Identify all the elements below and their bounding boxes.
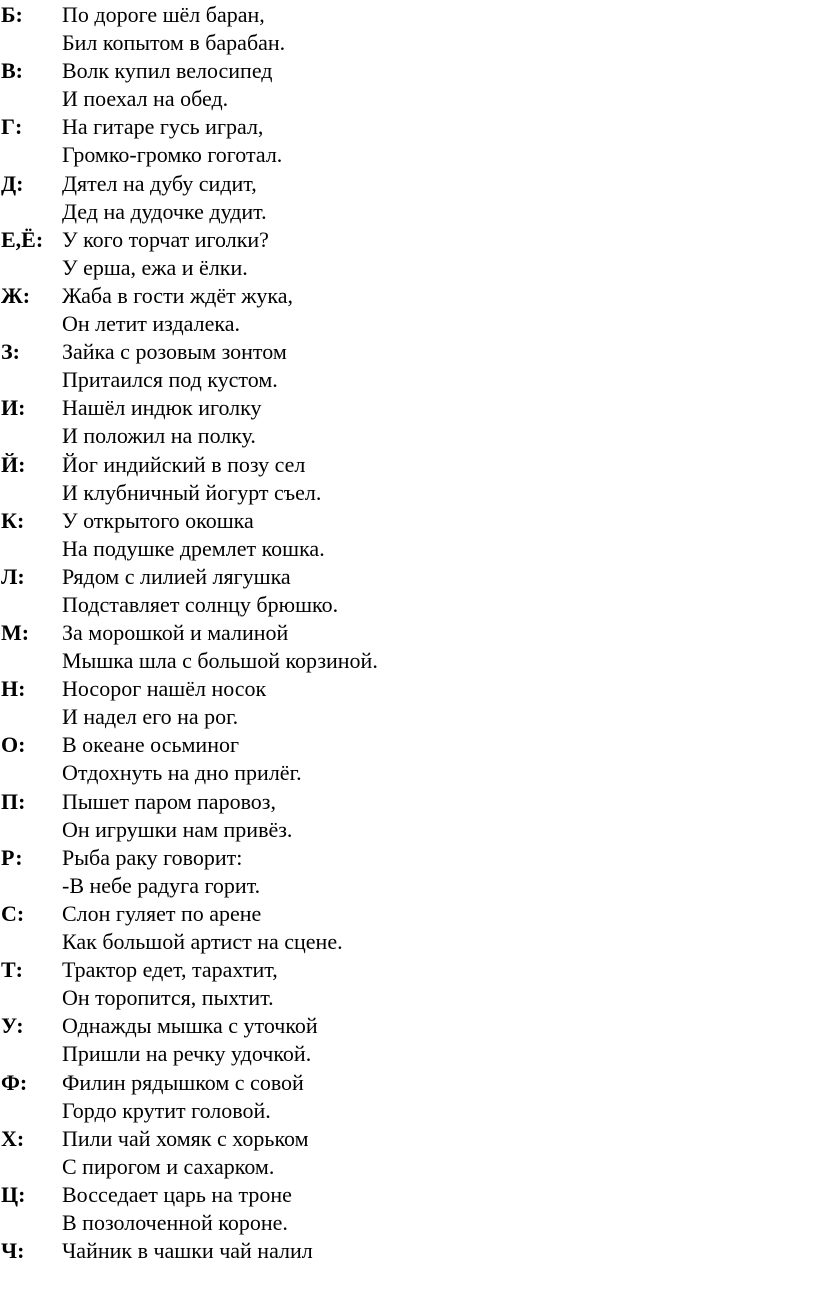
verse-entry	[0, 618, 816, 674]
verse-letter: Ч:	[1, 1238, 25, 1264]
verse-line-1: Пышет паром паровоз,	[62, 788, 276, 814]
verse-letter: Б:	[1, 2, 23, 27]
verse-line-1: Жаба в гости ждёт жука,	[62, 282, 294, 308]
verse-line-1: Нашёл индюк иголку	[62, 395, 262, 421]
verse-line-2: Мышка шла с большой корзиной.	[62, 648, 378, 674]
verse-line-1: Зайка с розовым зонтом	[62, 339, 287, 365]
verse-line-2: Он торопится, пыхтит.	[62, 985, 274, 1011]
verse-entry	[0, 843, 816, 899]
verse-line-2: Пришли на речку удочкой.	[62, 1041, 312, 1067]
verse-line-2: -В небе радуга горит.	[62, 872, 261, 898]
verse-entry	[0, 169, 816, 225]
verse-entry	[0, 450, 816, 506]
verse-letter: М:	[1, 620, 30, 646]
verse-line-2: У ерша, ежа и ёлки.	[62, 254, 248, 280]
verse-letter: У:	[1, 1013, 24, 1039]
verse-line-1: Пили чай хомяк с хорьком	[62, 1125, 309, 1151]
verse-line-2: Громко-громко гоготал.	[62, 142, 283, 168]
verse-line-1: Дятел на дубу сидит,	[62, 170, 257, 196]
verse-line-2: Притаился под кустом.	[62, 367, 278, 393]
verse-line-1: Филин рядышком с совой	[62, 1069, 304, 1095]
verse-line-1: В океане осьминог	[62, 732, 239, 758]
verse-entry	[0, 112, 816, 168]
verse-entry	[0, 337, 816, 393]
verse-letter: Р:	[1, 844, 23, 870]
verse-entry	[0, 1124, 816, 1180]
verse-line-2: Он летит издалека.	[62, 310, 240, 336]
verse-letter: Ж:	[1, 282, 31, 308]
verse-entry	[0, 1180, 816, 1236]
verse-line-1: Трактор едет, тарахтит,	[62, 957, 278, 983]
verse-line-2: Подставляет солнцу брюшко.	[62, 591, 339, 617]
verse-line-1: Носорог нашёл носок	[62, 676, 267, 702]
verse-line-2: Отдохнуть на дно прилёг.	[62, 760, 302, 786]
verse-line-1: Йог индийский в позу сел	[62, 451, 306, 477]
verse-line-2: На подушке дремлет кошка.	[62, 535, 325, 561]
verse-letter: З:	[1, 339, 20, 365]
verse-letter: О:	[1, 732, 26, 758]
verse-entry	[0, 1011, 816, 1067]
verse-letter: Ф:	[1, 1069, 28, 1095]
verse-line-1: Чайник в чашки чай налил	[62, 1238, 313, 1264]
verse-entry	[0, 225, 816, 281]
verse-line-2: И клубничный йогурт съел.	[62, 479, 322, 505]
verse-entry	[0, 955, 816, 1011]
verse-line-1: У кого торчат иголки?	[62, 226, 269, 252]
verse-entry	[0, 1236, 816, 1292]
verse-line-1: Рыба раку говорит:	[62, 844, 243, 870]
verse-line-2: Дед на дудочке дудит.	[62, 198, 267, 224]
verse-line-1: Рядом с лилией лягушка	[62, 563, 291, 589]
verse-letter: Н:	[1, 676, 26, 702]
verse-line-2: С пирогом и сахарком.	[62, 1153, 275, 1179]
verse-line-2: И поехал на обед.	[62, 86, 229, 112]
verse-entry	[0, 393, 816, 449]
verse-line-1: Волк купил велосипед	[62, 58, 273, 84]
verse-line-2: Гордо крутит головой.	[62, 1097, 271, 1123]
verse-entry	[0, 674, 816, 730]
verse-line-2: Он игрушки нам привёз.	[62, 816, 293, 842]
verse-entry	[0, 281, 816, 337]
verse-letter: В:	[1, 58, 23, 84]
verse-letter: Х:	[1, 1125, 25, 1151]
verse-line-1: Однажды мышка с уточкой	[62, 1013, 318, 1039]
verse-line-2: Бил копытом в барабан.	[62, 30, 286, 55]
verse-line-1: У открытого окошка	[62, 507, 254, 533]
verse-entry	[0, 730, 816, 786]
verse-entry	[0, 506, 816, 562]
verse-line-1: По дороге шёл баран,	[62, 2, 265, 27]
verse-line-2: И надел его на рог.	[62, 704, 239, 730]
verse-letter: С:	[1, 901, 25, 926]
verse-line-1: За морошкой и малиной	[62, 620, 289, 646]
verse-letter: Е,Ё:	[1, 226, 44, 252]
verse-letter: Л:	[1, 563, 25, 589]
verse-line-2: В позолоченной короне.	[62, 1209, 288, 1235]
verse-letter: И:	[1, 395, 26, 421]
verse-letter: Й:	[1, 451, 26, 477]
verse-entry	[0, 899, 816, 955]
verse-entry	[0, 562, 816, 618]
verse-letter: Г:	[1, 114, 23, 140]
verse-entry	[0, 0, 816, 56]
verse-line-1: Восседает царь на троне	[62, 1181, 292, 1207]
verse-letter: Т:	[1, 957, 23, 983]
verse-line-2: Как большой артист на сцене.	[62, 929, 343, 954]
verse-entry	[0, 56, 816, 112]
verse-line-2: И положил на полку.	[62, 423, 256, 449]
verse-line-1: Слон гуляет по арене	[62, 901, 262, 926]
verse-letter: К:	[1, 507, 25, 533]
verse-letter: Д:	[1, 170, 24, 196]
verse-entry	[0, 787, 816, 843]
verse-line-1: На гитаре гусь играл,	[62, 114, 264, 140]
verse-letter: П:	[1, 788, 26, 814]
verse-entry	[0, 1068, 816, 1124]
verse-letter: Ц:	[1, 1181, 26, 1207]
